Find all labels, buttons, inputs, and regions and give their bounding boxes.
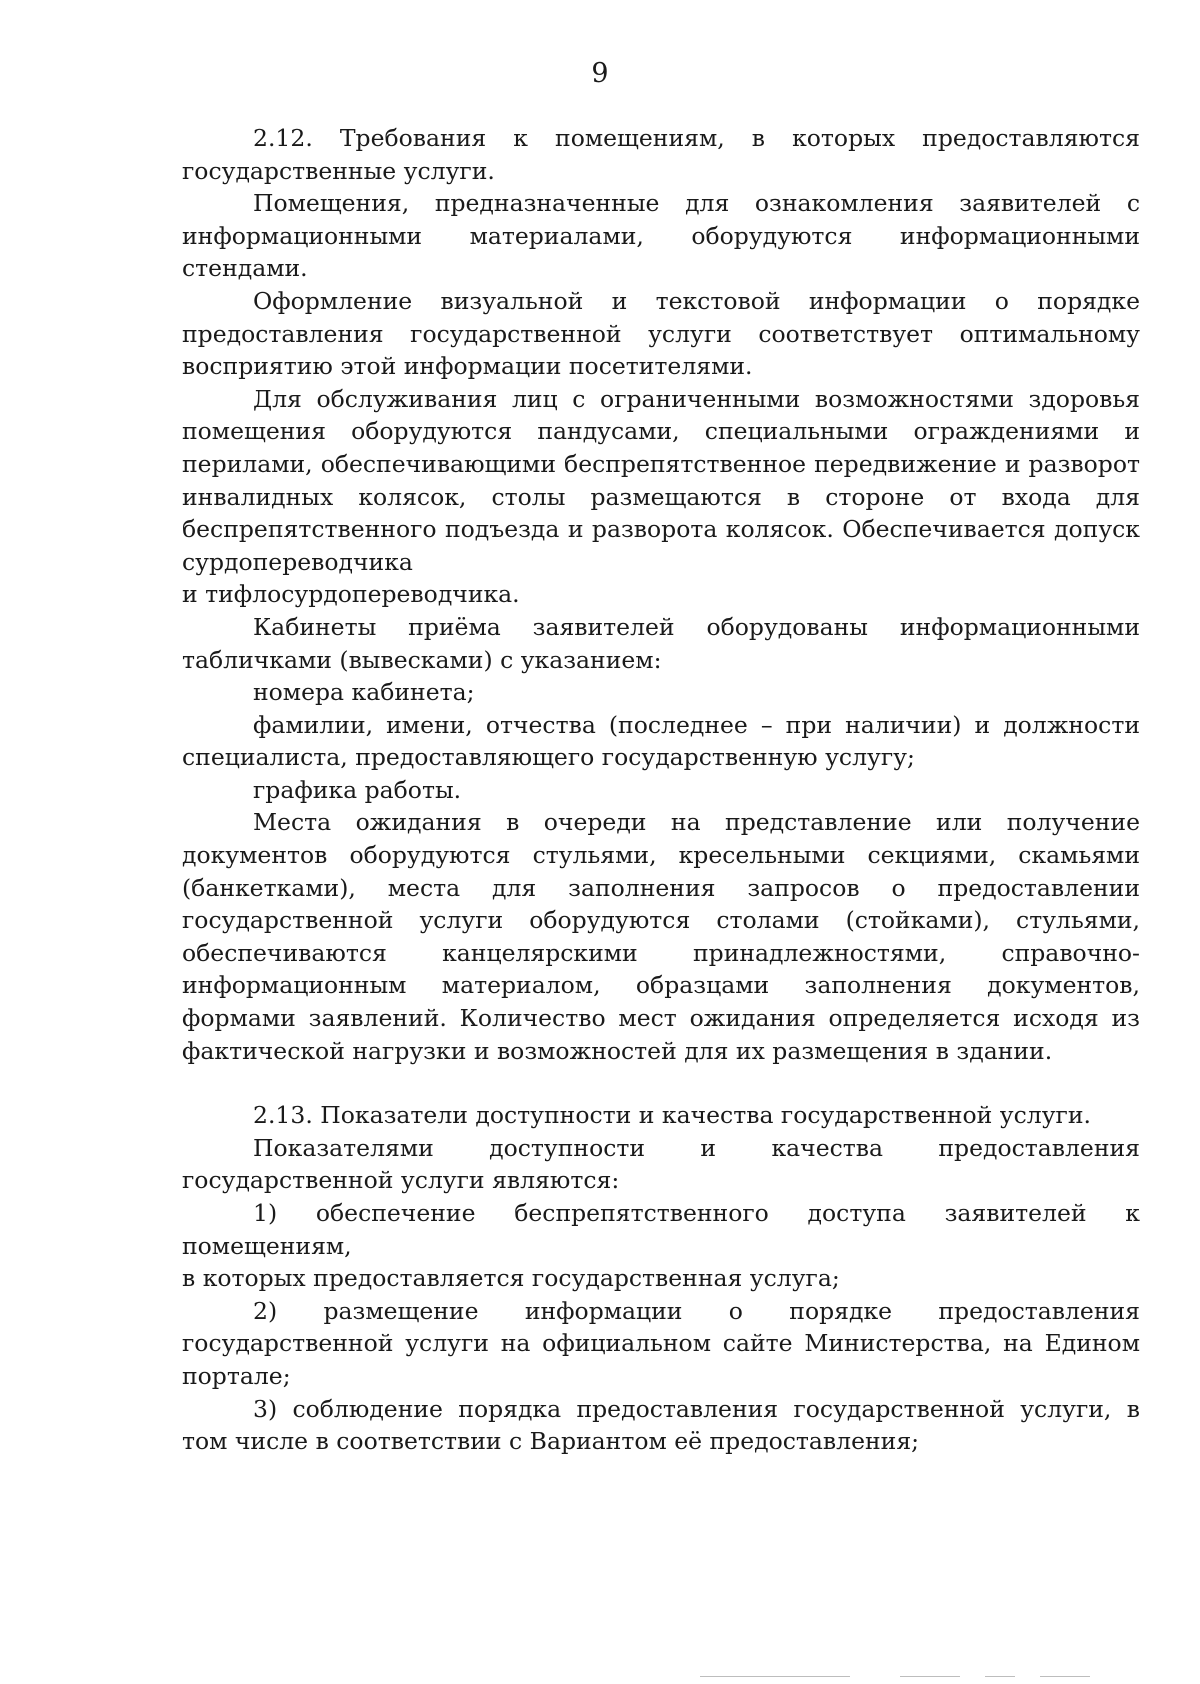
page-number: 9 (591, 58, 609, 89)
paragraph: Места ожидания в очереди на представление или получение документов оборудуются стульями, кресельными секциями, скамьями (банкетками), места для заполнения запросов о предоставлении государственной услуги оборудуются столами (стойками), стульями, обеспечиваются канцелярскими принадлежностями, справочно-информационным материалом, образцами заполнения документов, формами заявлений. Количество мест ожидания определяется исходя из фактической нагрузки и возможностей для их размещения в здании. (182, 808, 1140, 1065)
section-2-12 (182, 122, 1140, 1067)
section-spacer (182, 1067, 1140, 1099)
scan-artifact-line (985, 1676, 1015, 1677)
list-item: 1) обеспечение беспрепятственного доступа заявителей к помещениям, (182, 1199, 1140, 1260)
paragraph: Для обслуживания лиц с ограниченными возможностями здоровья помещения оборудуются пандусами, специальными ограждениями и перилами, обеспечивающими беспрепятственное передвижение и разворот инвалидных колясок, столы размещаются в стороне от входа для беспрепятственного подъезда и разворота колясок. Обеспечивается допуск сурдопереводчика (182, 384, 1140, 576)
scan-artifact-line (900, 1676, 960, 1677)
paragraph: Помещения, предназначенные для ознакомления заявителей с информационными материалами, оборудуются информационными стендами. (182, 189, 1140, 283)
section-heading: 2.12. Требования к помещениям, в которых предоставляются государственные услуги. (182, 124, 1140, 185)
paragraph: Кабинеты приёма заявителей оборудованы информационными табличками (вывесками) с указанием: (182, 612, 1140, 674)
list-item: 3) соблюдение порядка предоставления государственной услуги, в том числе в соответствии с Вариантом её предоставления; (182, 1394, 1140, 1456)
list-item: номера кабинета; (253, 678, 475, 707)
list-item: 2) размещение информации о порядке предоставления государственной услуги на официальном сайте Министерства, на Едином портале; (182, 1296, 1140, 1390)
paragraph: Оформление визуальной и текстовой информации о порядке предоставления государственной услуги соответствует оптимальному восприятию этой информации посетителями. (182, 286, 1140, 381)
document-body (182, 122, 1140, 1458)
section-2-13 (182, 1099, 1140, 1458)
paragraph: и тифлосурдопереводчика. (182, 580, 520, 609)
scan-artifact-line (700, 1676, 850, 1677)
section-heading: 2.13. Показатели доступности и качества государственной услуги. (253, 1101, 1091, 1130)
paragraph: Показателями доступности и качества предоставления государственной услуги являются: (182, 1133, 1140, 1195)
list-item-continuation: в которых предоставляется государственная услуга; (182, 1264, 840, 1293)
list-item: фамилии, имени, отчества (последнее – при наличии) и должности специалиста, предоставляющего государственную услугу; (182, 710, 1140, 772)
list-item: графика работы. (253, 775, 462, 804)
scan-artifact-line (1040, 1676, 1090, 1677)
